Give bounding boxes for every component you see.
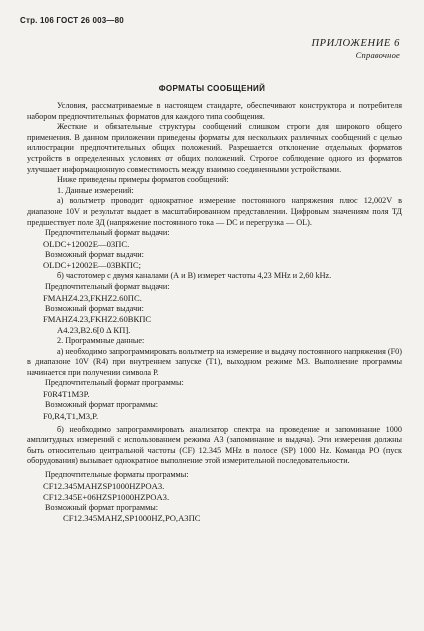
paragraph: а) необходимо запрограммировать вольтметр на измерение и выдачу постоянного напряжения (F0) в диапазоне 10V (R4) при внутреннем запуске (T1), выходном режиме М3. Выполнение программы начинается при получении символа Р. [27,346,402,377]
section-title: ФОРМАТЫ СООБЩЕНИЙ [158,84,266,93]
format-code: OLDC+12002E—03ПС. [43,238,130,249]
format-label: Предпочтительный формат выдачи: [45,281,170,291]
format-code: F0,R4,T1,M3,P. [43,410,99,421]
appendix-subtitle: Справочное [355,50,400,60]
appendix-label [311,38,400,60]
paragraph: Условия, рассматриваемые в настоящем стандарте, обеспечивают конструктора и потребителя набором предпочтительных форматов для каждого типа сообщения. [27,101,402,121]
format-label: Возможный формат выдачи: [45,249,144,259]
document-body [27,101,402,524]
format-code: CF12.345MAHZSP1000HZPOA3. [43,480,165,491]
format-label: Предпочтительные форматы программы: [45,470,189,480]
format-code: F0R4T1M3P. [43,389,90,400]
format-label: Предпочтительный формат программы: [45,378,184,388]
format-label: Возможный формат программы: [45,400,159,410]
paragraph: а) вольтметр проводит однократное измерение постоянного напряжения плюс 12,002V в диапазоне 10V и результат выдает в масштабированном представлении. Цифровым значениям поля ТД предшествует поле ЗД (напряжение постоянного тока — DC и перегрузка — OL). [27,196,402,227]
format-code: OLDC+12002E—03ВКПС; [43,260,141,271]
paragraph: 2. Программные данные: [57,336,145,346]
paragraph: Жесткие и обязательные структуры сообщений слишком строги для широкого общего применения. В данном приложении приведены форматы для нескольких различных сообщений с целью иллюстрации предпочтительных общих положений. Разрешается отклонение отдельных форматов устройств в определенных условиях от общих положений. Строгое соблюдение одного из форматов улучшает информационную совместимость между взаимно соединенными устройствами. [27,122,402,174]
paragraph: Ниже приведены примеры форматов сообщений: [57,175,229,185]
format-code: CF12.345E+06HZSP1000HZPOA3. [43,491,170,502]
format-label: Возможный формат выдачи: [45,303,144,313]
format-code: CF12.345MAHZ,SP1000HZ,PO,A3ПС [63,513,201,524]
page-header: Стр. 106 ГОСТ 26 003—80 [20,16,124,25]
paragraph: б) частотомер с двумя каналами (А и В) измерет частоты 4,23 MHz и 2,60 kHz. [57,271,332,281]
format-code: FMAHZ4.23,FKHZ2.60ПС. [43,292,142,303]
format-label: Возможный формат программы: [45,502,159,512]
format-code: FMAHZ4.23,FKHZ2.60ВКПС [43,314,152,325]
format-label: Предпочтительный формат выдачи: [45,228,170,238]
paragraph: б) необходимо запрограммировать анализатор спектра на проведение и запоминание 1000 амплитудных измерений с использованием режима А3 (запоминание и выдача). Эти измерения должны быть относительно центральной частоты (CF) 12.345 MHz в полосе (SP) 1000 Hz. Команда РО (пуск оборудования) вызывает однократное выполнение этой измерительной последовательности. [27,424,402,466]
paragraph: 1. Данные измерений: [57,185,134,195]
format-code: A4.23,B2.6[0 Δ КП]. [57,325,131,336]
appendix-title: ПРИЛОЖЕНИЕ 6 [311,38,400,49]
